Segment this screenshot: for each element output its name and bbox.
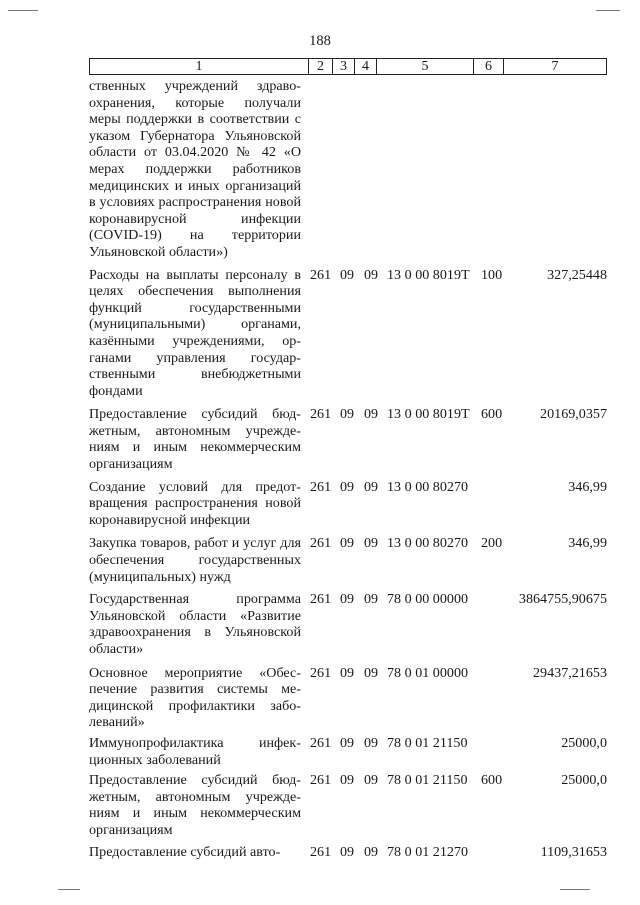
table-header: [89, 58, 607, 75]
row-subsection-code: 09: [364, 843, 379, 860]
row-amount: 1109,31653: [540, 843, 607, 860]
row-description: Государственная программа Ульяновской области «Развитие здравоохранения в Ульяновской области»: [89, 591, 301, 657]
row-amount: 346,99: [568, 535, 607, 552]
row-description: Основное мероприятие «Обеспечение развития системы медицинской профилактики заболеваний»: [89, 664, 301, 731]
row-section-code: 09: [340, 843, 355, 860]
row-description: ственных учреждений здравоохранения, которые получали меры поддержки в соответствии с указом Губернатора Ульяновской области от 03.04.2020 № 42 «О мерах поддержки работников медицинских и иных организаций в условиях распространения новой коронавирусной инфекции (COVID-19) на территории Ульяновской области»): [89, 78, 301, 260]
row-section-code: 09: [340, 406, 355, 423]
row-subsection-code: 09: [364, 406, 379, 423]
row-ved-code: 261: [310, 664, 332, 681]
row-target-article: 78 0 01 00000: [387, 664, 469, 681]
row-subsection-code: 09: [364, 591, 379, 608]
row-ved-code: 261: [310, 591, 332, 608]
row-target-article: 78 0 01 21150: [387, 772, 468, 789]
row-section-code: 09: [340, 664, 355, 681]
row-ved-code: 261: [310, 406, 332, 423]
row-description: Предоставление субсидий бюджетным, автономным учреждениям и иным некоммерческим организациям: [89, 772, 301, 838]
row-section-code: 09: [340, 478, 355, 495]
page-number: 188: [309, 33, 331, 49]
row-ved-code: 261: [310, 478, 332, 495]
row-amount: 25000,0: [561, 734, 607, 751]
row-description: Иммунопрофилактика инфекционных заболеваний: [89, 734, 301, 768]
row-description: Закупка товаров, работ и услуг для обеспечения государственных (муниципальных) нужд: [89, 535, 301, 585]
row-description: Создание условий для предотвращения распространения новой коронавирусной инфекции: [89, 478, 301, 528]
row-amount: 25000,0: [561, 772, 607, 789]
header-col-3: 3: [332, 59, 354, 74]
table-row: [89, 665, 607, 731]
row-subsection-code: 09: [364, 478, 379, 495]
table-row: [89, 735, 607, 768]
row-target-article: 78 0 00 00000: [387, 591, 469, 608]
header-col-1: 1: [195, 59, 203, 74]
table-row: [89, 406, 607, 472]
row-section-code: 09: [340, 535, 355, 552]
row-subsection-code: 09: [364, 772, 379, 789]
row-subsection-code: 09: [364, 664, 379, 681]
table-body: [89, 78, 607, 860]
row-section-code: 09: [340, 266, 355, 283]
row-target-article: 13 0 00 80270: [387, 478, 469, 495]
row-target-article: 78 0 01 21150: [387, 734, 468, 751]
row-expense-type: 600: [481, 406, 503, 423]
row-amount: 346,99: [568, 478, 607, 495]
row-ved-code: 261: [310, 734, 332, 751]
row-target-article: 13 0 00 8019Т: [387, 406, 470, 423]
header-col-7: 7: [503, 59, 606, 74]
row-subsection-code: 09: [364, 734, 379, 751]
row-amount: 20169,0357: [540, 406, 607, 423]
row-target-article: 78 0 01 21270: [387, 843, 469, 860]
header-col-4: 4: [354, 59, 376, 74]
scan-edge-mark: [596, 10, 620, 11]
row-target-article: 13 0 00 80270: [387, 535, 469, 552]
scan-edge-mark: [560, 889, 590, 890]
row-section-code: 09: [340, 591, 355, 608]
header-col-2: 2: [308, 59, 332, 74]
row-target-article: 13 0 00 8019Т: [387, 266, 470, 283]
table-row: [89, 267, 607, 400]
row-amount: 327,25448: [547, 266, 607, 283]
table-row: [89, 479, 607, 529]
row-expense-type: 100: [481, 266, 503, 283]
row-expense-type: 600: [481, 772, 503, 789]
scan-edge-mark: [58, 889, 80, 890]
row-amount: 3864755,90675: [518, 591, 607, 608]
row-subsection-code: 09: [364, 535, 379, 552]
table-row: [89, 591, 607, 657]
row-ved-code: 261: [310, 266, 332, 283]
row-amount: 29437,21653: [533, 664, 607, 681]
row-description: Предоставление субсидий авто-: [89, 843, 281, 860]
scan-edge-mark: [8, 10, 38, 11]
row-section-code: 09: [340, 734, 355, 751]
table-row: [89, 535, 607, 585]
row-description: Расходы на выплаты персоналу в целях обеспечения выполнения функций государственными (муниципальными) органами, казёнными учреждениями, органами управления государственными внебюджетными фондами: [89, 266, 301, 399]
row-section-code: 09: [340, 772, 355, 789]
header-col-6: 6: [473, 59, 503, 74]
row-description: Предоставление субсидий бюджетным, автономным учреждениям и иным некоммерческим организациям: [89, 406, 301, 473]
table-row: [89, 844, 607, 861]
row-ved-code: 261: [310, 535, 332, 552]
table-row: [89, 78, 607, 261]
table-row: [89, 772, 607, 838]
header-col-5: 5: [376, 59, 473, 74]
row-ved-code: 261: [310, 843, 332, 860]
row-subsection-code: 09: [364, 266, 379, 283]
row-expense-type: 200: [481, 535, 503, 552]
row-ved-code: 261: [310, 772, 332, 789]
